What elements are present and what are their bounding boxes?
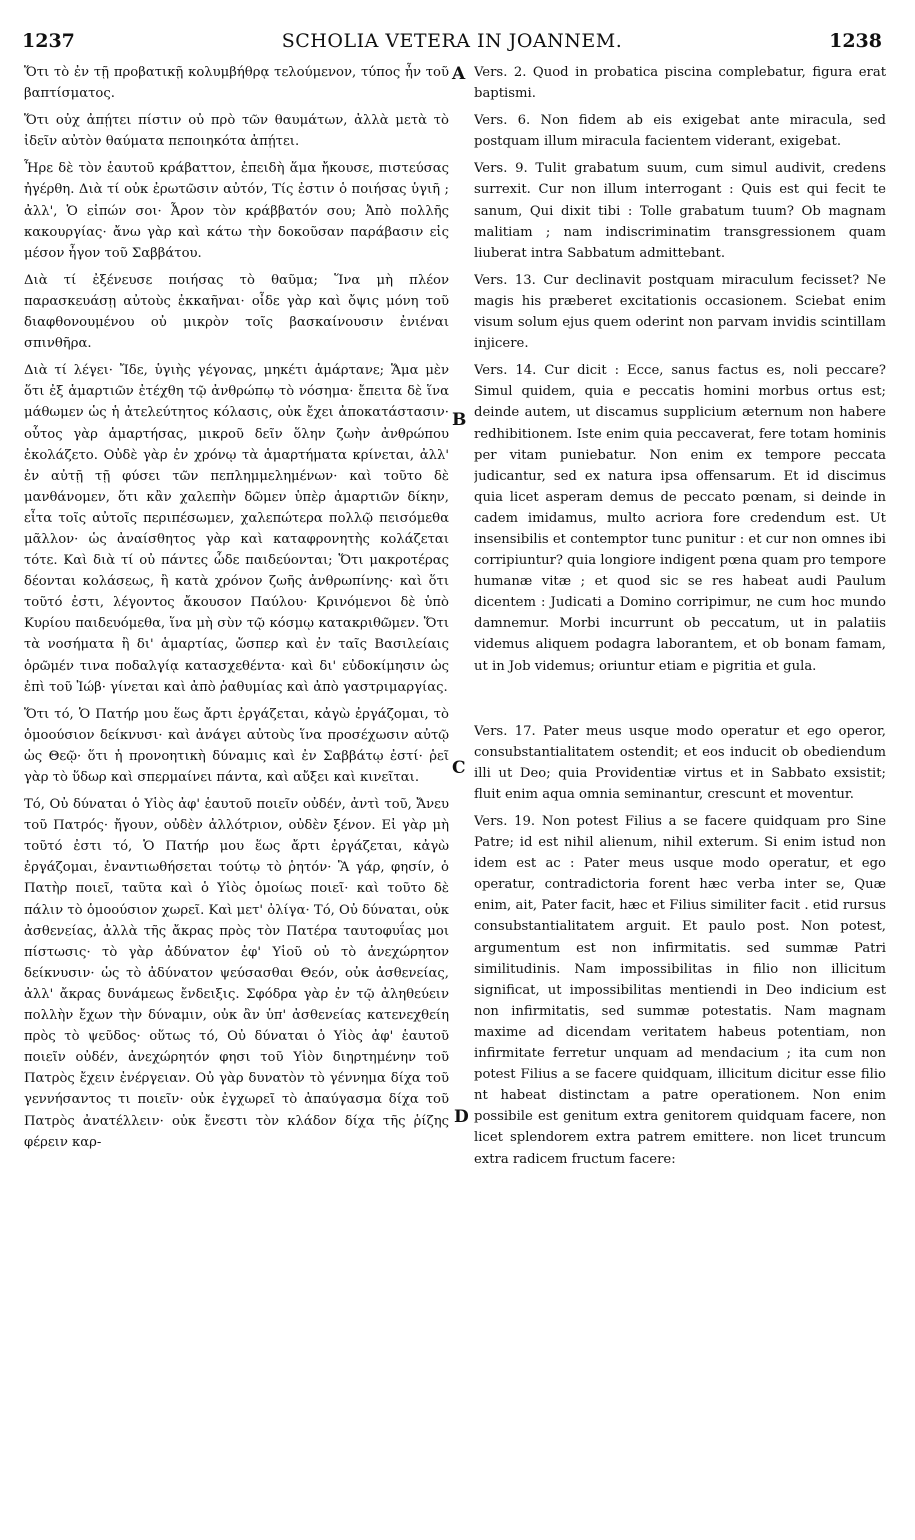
running-title: SCHOLIA VETERA IN JOANNEM.	[281, 30, 623, 52]
greek-paragraph: Τό, Οὐ δύναται ὁ Υἱὸς ἀφ' ἑαυτοῦ ποιεῖν οὐδέν, ἀντὶ τοῦ, Ἄνευ τοῦ Πατρός· ἤγουν, οὐδὲν ἀλλότριον, οὐδὲν ξένον. Εἰ γὰρ μὴ τοῦτό ἐστι τό, Ὁ Πατήρ μου ἕως ἄρτι ἐργάζεται, κἀγὼ ἐργάζομαι, ἐναντιωθήσεται τούτῳ τὸ ῥητόν· Ἃ γάρ, φησίν, ὁ Πατὴρ ποιεῖ, ταῦτα καὶ ὁ Υἱὸς ὁμοίως ποιεῖ· καὶ τοῦτο δὲ πάλιν τὸ ὁμοούσιον χωρεῖ. Καὶ μετ' ὀλίγα· Τό, Οὐ δύναται, οὐκ ἀσθενείας, ἀλλὰ τῆς ἄκρας πρὸς τὸν Πατέρα ταυτοφυΐας μοι πίστωσις· τὸ γὰρ ἀδύνατον ἐφ' Υἱοῦ οὐ τὸ ἀνεχώρητον δείκνυσιν· ὡς τὸ ἀδύνατον ψεύσασθαι Θεόν, οὐκ ἀσθενείας, ἀλλ' ἄκρας δυνάμεως ἔνδειξις. Σφόδρα γὰρ ἐν τῷ ἀληθεύειν πολλὴν ἔχων τὴν δύναμιν, οὐκ ἂν ὑπ' ἀσθενείας κατενεχθείη πρὸς τὸ ψεῦδος· οὕτως τό, Οὐ δύναται ὁ Υἱὸς ἀφ' ἑαυτοῦ ποιεῖν οὐδέν, ἀνεχώρητόν φησι τοῦ Υἱὸν διηρτημένην τοῦ Πατρὸς ἔχειν ἐνέργειαν. Οὐ γὰρ δυνατὸν τὸ γέννημα δίχα τοῦ γεννήσαντος τι ποιεῖν· οὐκ ἐγχωρεῖ τὸ ἀπαύγασμα δίχα τοῦ Πατρὸς ἀνατέλλειν· οὐκ ἔνεστι τὸν κλάδον δίχα τῆς ῥίζης φέρειν καρ-	[24, 797, 449, 1150]
latin-paragraph: Vers. 13. Cur declinavit postquam miraculum fecisset? Ne magis his præberet excitationis occasionem. Sciebat enim visum solum ejus quem oderint non parvam invidis scintillam injicere.	[474, 272, 886, 352]
margin-marker-c: C	[452, 758, 466, 778]
latin-paragraph: Vers. 14. Cur dicit : Ecce, sanus factus es, noli peccare? Simul quidem, quia e peccatis homini morbus ortus est; deinde autem, ut discamus supplicium æternum non habere redhibitionem. Iste enim quia peccaverat, fere totam hominis per vitam puniebatur. Non enim ex tempore peccata judicantur, sed ex natura ipsa offensarum. Et id discimus quia licet asperam demus de peccato pœnam, si deinde in cadem imidamus, multo acriora fore credendum est. Ut insensibilis et contemptor tunc punitur : et cur non omnes ibi corripiuntur? quia longiore indigent pœna quam pro tempore humanæ vitæ ; et quod sic se res habeat audi Paulum dicentem : Judicati a Domino corripimur, ne cum hoc mundo damnemur. Morbi incurrunt ob peccatum, ut in palatiis videmus aliquem podagra laborantem, et ob bonam famam, ut in Job videmus; oriuntur etiam e pigritia et gula.	[474, 363, 886, 674]
margin-marker-b: B	[452, 410, 467, 430]
greek-paragraph: Διὰ τί λέγει· Ἴδε, ὑγιὴς γέγονας, μηκέτι ἁμάρτανε; Ἅμα μὲν ὅτι ἐξ ἁμαρτιῶν ἐτέχθη τῷ ἀνθρώπῳ τὸ νόσημα· ἔπειτα δὲ ἵνα μάθωμεν ὡς ἡ ἀτελεύτητος κόλασις, οὐκ ἔχει ἀποκατάστασιν· οὗτος γὰρ ἁμαρτήσας, μικροῦ δεῖν ὅλην ζωὴν ἀνθρώπου ἐκολάζετο. Οὐδὲ γὰρ ἐν χρόνῳ τὰ ἁμαρτήματα κρίνεται, ἀλλ' ἐν αὐτῇ τῇ φύσει τῶν πεπλημμελημένων· καὶ τοῦτο δὲ μανθάνομεν, ὅτι κἂν χαλεπὴν δῶμεν ὑπὲρ ἁμαρτιῶν δίκην, εἶτα τοῖς αὐτοῖς περιπέσωμεν, χαλεπώτερα πολλῷ πεισόμεθα μᾶλλον· ὡς ἀναίσθητος γὰρ καὶ καταφρονητὴς κολάζεται τότε. Καὶ διὰ τί οὐ πάντες ὧδε παιδεύονται; Ὅτι μακροτέρας δέονται κολάσεως, ἢ κατὰ χρόνον ζωῆς ἀνθρωπίνης· καὶ ὅτι τοῦτό ἐστι, λέγοντος ἄκουσον Παύλου· Κρινόμενοι δὲ ὑπὸ Κυρίου παιδευόμεθα, ἵνα μὴ σὺν τῷ κόσμῳ κατακριθῶμεν. Ὅτι τὰ νοσήματα ἢ δι' ἁμαρτίας, ὥσπερ καὶ ἐν ταῖς Βασιλείαις ὁρῶμέν τινα ποδαλγίᾳ κατασχεθέντα· καὶ δι' εὐδοκίμησιν ὡς ἐπὶ τοῦ Ἰώβ· γίνεται καὶ ἀπὸ ῥαθυμίας καὶ ἀπὸ γαστριμαργίας.	[24, 363, 449, 695]
latin-paragraph: Vers. 6. Non fidem ab eis exigebat ante miracula, sed postquam illum miracula facientem viderant, exigebat.	[474, 113, 886, 150]
latin-paragraph: Vers. 19. Non potest Filius a se facere quidquam pro Sine Patre; id est nihil alienum, nihil exterum. Si enim istud non idem est ac : Pater meus usque modo operatur, et ego operatur, contradictoria forent hæc verba inter se, Quæ enim, ait, Pater facit, hæc et Filius similiter facit . etid rursus consubstantialitatem arguit. Et paulo post. Non potest, argumentum est non infirmitatis. sed summæ Patri similitudinis. Nam impossibilitas in filio non illicitum significat, ut impossibilitas mentiendi in Deo indicium est non infirmitatis, sed summæ potestatis. Nam magnam maxime ad dicendam veritatem habeus potentiam, non infirmitate ferretur unquam ad mendacium ; ita cum non potest Filius a se facere quidquam, illicitum dicitur esse filio nt habeat distinctam a patre operationem. Non enim possibile est genitum extra genitorem quidquam facere, non licet splendorem extra patrem emittere. non licet truncum extra radicem fructum facere:	[474, 814, 886, 1167]
greek-paragraph: Ὅτι τὸ ἐν τῇ προβατικῇ κολυμβήθρᾳ τελούμενον, τύπος ἦν τοῦ βαπτίσματος.	[24, 65, 449, 102]
page-header	[22, 30, 882, 56]
column-gap	[474, 683, 886, 721]
greek-paragraph: Ὅτι οὐχ ἀπῄτει πίστιν οὐ πρὸ τῶν θαυμάτων, ἀλλὰ μετὰ τὸ ἰδεῖν αὐτὸν θαύματα πεποιηκότα ἀπῄτει.	[24, 113, 449, 150]
latin-paragraph: Vers. 9. Tulit grabatum suum, cum simul audivit, credens surrexit. Cur non illum interrogant : Quis est qui fecit te sanum, Qui dixit tibi : Tolle grabatum tuum? Ob magnam malitiam ; nam indiscriminatim transgressionem quam liuberat intra Sabbatum admittebant.	[474, 161, 886, 261]
greek-column	[24, 62, 449, 1532]
greek-paragraph: Διὰ τί ἐξένευσε ποιήσας τὸ θαῦμα; Ἵνα μὴ πλέον παρασκευάσῃ αὐτοὺς ἐκκαῆναι· οἶδε γὰρ καὶ ὄψις μόνη τοῦ διαφθονουμένου οὐ μικρὸν τοῖς βασκαίνουσιν ἐνιέναι σπινθῆρα.	[24, 272, 449, 352]
greek-paragraph: Ἦρε δὲ τὸν ἑαυτοῦ κράβαττον, ἐπειδὴ ἅμα ἤκουσε, πιστεύσας ἠγέρθη. Διὰ τί οὐκ ἐρωτῶσιν αὐτόν, Τίς ἐστιν ὁ ποιήσας ὑγιῆ ; ἀλλ', Ὁ εἰπών σοι· Ἆρον τὸν κράββατόν σου; Ἀπὸ πολλῆς κακουργίας· ἄνω γὰρ καὶ κάτω τὴν δοκοῦσαν παράβασιν εἰς μέσον ἦγον τοῦ Σαββάτου.	[24, 161, 449, 261]
margin-marker-a: A	[452, 64, 466, 84]
latin-paragraph: Vers. 17. Pater meus usque modo operatur et ego operor, consubstantialitatem ostendit; et eos inducit ob obediendum illi ut Deo; quia Providentiæ virtus et in Sabbato exsistit; fluit enim aqua omnia seminantur, crescunt et moventur.	[474, 723, 886, 802]
latin-column	[474, 62, 886, 1532]
page-number-right: 1238	[829, 30, 882, 52]
margin-marker-d: D	[454, 1107, 469, 1127]
greek-paragraph: Ὅτι τό, Ὁ Πατήρ μου ἕως ἄρτι ἐργάζεται, κἀγὼ ἐργάζομαι, τὸ ὁμοούσιον δείκνυσι· καὶ ἀνάγει αὐτοὺς ἵνα προσέχωσιν αὐτῷ ὡς Θεῷ· ὅτι ἡ προνοητικὴ δύναμις καὶ ἐν Σαββάτῳ ἐστί· ῥεῖ γὰρ τὸ ὕδωρ καὶ σπερμαίνει πάντα, καὶ αὔξει καὶ κινεῖται.	[24, 706, 449, 785]
latin-paragraph: Vers. 2. Quod in probatica piscina complebatur, figura erat baptismi.	[474, 65, 886, 102]
page-number-left: 1237	[22, 30, 75, 52]
